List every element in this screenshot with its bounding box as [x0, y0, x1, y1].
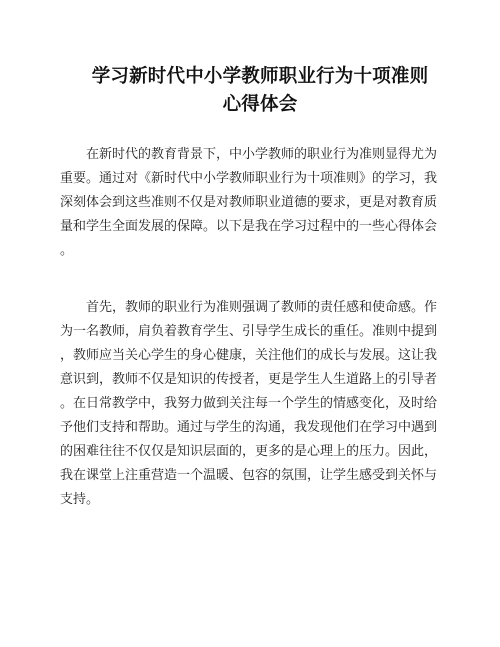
paragraph-line: 支持。 [60, 492, 100, 507]
paragraph-line: 。在日常教学中，我努力做到关注每一个学生的情感变化，及时给 [60, 396, 438, 411]
paragraph-line: 意识到，教师不仅是知识的传授者，更是学生人生道路上的引导者 [60, 372, 438, 387]
paragraph-line: 我在课堂上注重营造一个温暖、包容的氛围，让学生感受到关怀与 [60, 468, 438, 483]
paragraph-line: 在新时代的教育背景下，中小学教师的职业行为准则显得尤为 [60, 147, 438, 162]
document-title-line-2: 心得体会 [222, 94, 298, 115]
paragraph-line: ，教师应当关心学生的身心健康，关注他们的成长与发展。这让我 [60, 348, 438, 363]
paragraph-2 [60, 296, 444, 512]
paragraph-line: 。 [60, 243, 74, 258]
paragraph-line: 深刻体会到这些准则不仅是对教师职业道德的要求，更是对教育质 [60, 195, 438, 210]
document-title-line-1: 学习新时代中小学教师职业行为十项准则 [91, 66, 429, 87]
paragraph-line: 的困难往往不仅仅是知识层面的，更多的是心理上的压力。因此， [60, 444, 438, 459]
paragraph-line: 首先，教师的职业行为准则强调了教师的责任感和使命感。作 [60, 300, 438, 315]
paragraph-line: 量和学生全面发展的保障。以下是我在学习过程中的一些心得体会 [60, 219, 438, 234]
paragraph-line: 为一名教师，肩负着教育学生、引导学生成长的重任。准则中提到 [60, 324, 438, 339]
paragraph-line: 予他们支持和帮助。通过与学生的沟通，我发现他们在学习中遇到 [60, 420, 438, 435]
paragraph-1 [60, 143, 444, 263]
paragraph-line: 重要。通过对《新时代中小学教师职业行为十项准则》的学习，我 [60, 171, 438, 186]
